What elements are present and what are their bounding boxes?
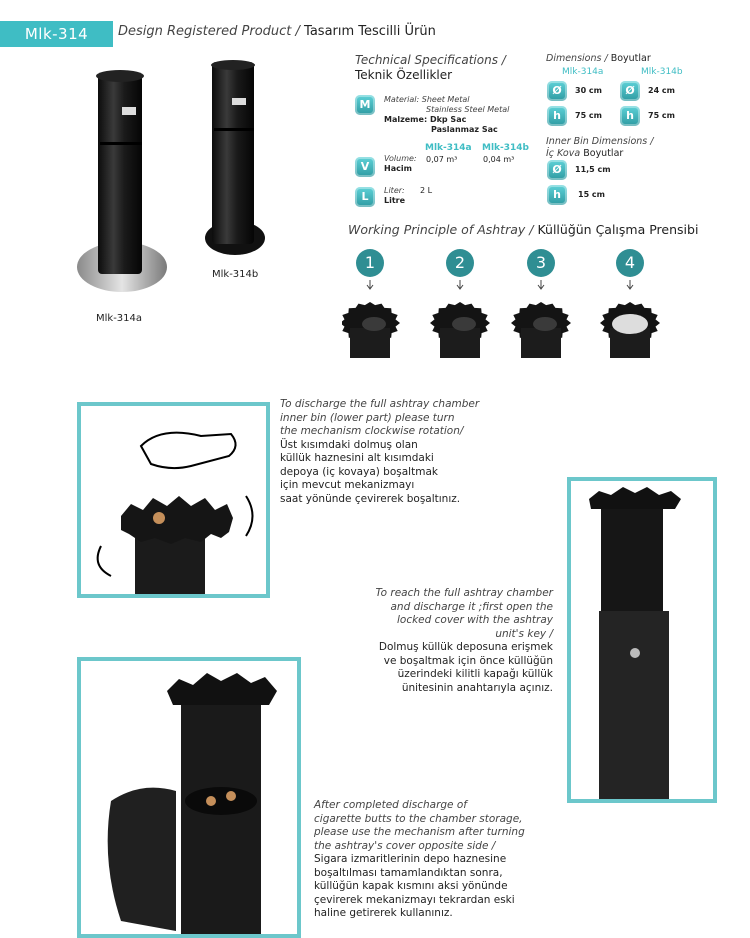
instruction-1-tr-line: saat yönünde çevirerek boşaltınız. xyxy=(280,492,461,505)
instruction-1-tr-line: küllük haznesini alt kısımdaki xyxy=(280,452,434,464)
product-code-tag: Mlk-314 xyxy=(0,21,113,47)
inner-bin-title-tr-it: İç Kova xyxy=(546,148,581,159)
working-title-en: Working Principle of Ashtray / xyxy=(348,222,534,237)
dimensions-col-a: Mlk-314a xyxy=(562,67,604,77)
mechanism-body xyxy=(521,328,561,358)
height-icon: h xyxy=(547,106,567,126)
step-badge: 1 xyxy=(356,249,384,277)
instruction-2 xyxy=(318,587,553,695)
instruction-3-en-line: After completed discharge of xyxy=(314,799,467,811)
material-block xyxy=(384,95,534,135)
mechanism-opening xyxy=(612,314,648,334)
instruction-image-rotate xyxy=(77,402,270,598)
instruction-3-en-line: cigarette butts to the chamber storage, xyxy=(314,812,523,825)
liter-icon: L xyxy=(355,187,375,207)
instruction-2-en-line: To reach the full ashtray chamber xyxy=(375,587,553,599)
dimensions-title xyxy=(546,53,651,64)
instruction-3-tr-line: çevirerek mekanizmayı tekrardan eski xyxy=(314,893,515,906)
instruction-3-tr-line: Sigara izmaritlerinin depo haznesine xyxy=(314,853,507,865)
step-arrow-icon xyxy=(627,280,633,289)
volume-en: Volume: xyxy=(384,154,417,163)
volume-b: 0,04 m³ xyxy=(483,155,515,164)
product-image-314a xyxy=(70,62,180,302)
instruction-1-en-line: the mechanism clockwise rotation/ xyxy=(280,425,464,437)
material-tr-label: Malzeme: xyxy=(384,115,428,124)
instruction-3-en-line: the ashtray's cover opposite side / xyxy=(314,839,496,852)
instruction-1-en-line: To discharge the full ashtray chamber xyxy=(280,398,480,410)
instruction-2-en-line: and discharge it ;first open the xyxy=(390,600,553,613)
mechanism-opening xyxy=(362,317,386,331)
product-label-314a: Mlk-314a xyxy=(96,313,143,324)
mechanism-opening xyxy=(452,317,476,331)
open-storage-illustration xyxy=(81,661,297,937)
tech-col-b: Mlk-314b xyxy=(482,143,529,153)
step-arrow-icon xyxy=(457,280,463,289)
liter-en: Liter: xyxy=(384,186,405,195)
step-badge: 2 xyxy=(446,249,474,277)
tech-spec-title-en: Technical Specifications / xyxy=(355,53,506,67)
header-title xyxy=(118,24,436,39)
instruction-1-tr-line: Üst kısımdaki dolmuş olan xyxy=(280,438,418,451)
material-en-label: Material: xyxy=(384,95,420,104)
instruction-2-tr-line: Dolmuş küllük deposuna erişmek xyxy=(378,641,553,653)
material-tr-2: Paslanmaz Sac xyxy=(431,125,498,134)
instruction-2-tr-line: ve boşaltmak için önce küllüğün xyxy=(383,654,553,667)
volume-icon: V xyxy=(355,157,375,177)
diameter-a: 30 cm xyxy=(575,86,602,95)
instruction-2-tr-line: ünitesinin anahtarıyla açınız. xyxy=(401,681,553,694)
instruction-1 xyxy=(280,398,540,506)
height-icon: h xyxy=(620,106,640,126)
header-title-en: Design Registered Product / xyxy=(118,24,300,39)
header-title-tr: Tasarım Tescilli Ürün xyxy=(304,24,436,39)
working-title-tr: Küllüğün Çalışma Prensibi xyxy=(537,222,699,237)
inner-diameter: 11,5 cm xyxy=(575,165,611,174)
instruction-3-tr-line: haline getirerek kullanınız. xyxy=(314,907,453,919)
instruction-image-open xyxy=(77,657,301,938)
tech-spec-title-tr: Teknik Özellikler xyxy=(355,68,453,82)
step-badge: 4 xyxy=(616,249,644,277)
instruction-image-cover xyxy=(567,477,717,803)
tech-spec-title xyxy=(355,53,506,83)
instruction-2-en-line: locked cover with the ashtray xyxy=(396,614,553,626)
step-arrow-icon xyxy=(538,280,544,289)
liter-value: 2 L xyxy=(420,186,433,195)
instruction-1-en-line: inner bin (lower part) please turn xyxy=(280,411,455,424)
instruction-3-tr-line: küllüğün kapak kısmını aksi yönünde xyxy=(314,880,508,892)
diameter-icon: Ø xyxy=(547,81,567,101)
step-badge: 3 xyxy=(527,249,555,277)
mechanism-body xyxy=(440,328,480,358)
product-label-314b: Mlk-314b xyxy=(212,269,259,280)
inner-diameter-icon: Ø xyxy=(547,160,567,180)
product-image-314b xyxy=(202,58,272,258)
tech-col-a: Mlk-314a xyxy=(425,143,472,153)
dimensions-col-b: Mlk-314b xyxy=(641,67,683,77)
inner-height: 15 cm xyxy=(578,190,605,199)
instruction-1-tr-line: depoya (iç kovaya) boşaltmak xyxy=(280,465,438,478)
material-icon: M xyxy=(355,95,375,115)
inner-bin-title-en: Inner Bin Dimensions / xyxy=(546,136,654,147)
mechanism-opening xyxy=(533,317,557,331)
cover-illustration xyxy=(571,481,713,799)
diameter-b: 24 cm xyxy=(648,86,675,95)
dimensions-title-en: Dimensions / xyxy=(546,53,608,64)
working-principle-title xyxy=(348,222,698,237)
liter-tr: Litre xyxy=(384,196,406,205)
instruction-3 xyxy=(314,799,564,921)
instruction-2-en-line: unit's key / xyxy=(495,627,553,640)
instruction-3-en-line: please use the mechanism after turning xyxy=(314,826,525,838)
instruction-1-tr-line: için mevcut mekanizmayı xyxy=(280,479,415,491)
liter-label xyxy=(384,186,405,206)
dimensions-title-tr: Boyutlar xyxy=(610,53,651,64)
material-en-2: Stainless Steel Metal xyxy=(426,105,510,114)
inner-bin-title-tr: Boyutlar xyxy=(583,148,624,159)
height-b: 75 cm xyxy=(648,111,675,120)
material-en-1: Sheet Metal xyxy=(421,95,470,104)
instruction-2-tr-line: üzerindeki kilitli kapağı küllük xyxy=(397,668,553,680)
material-tr-1: Dkp Sac xyxy=(429,115,467,124)
rotate-illustration xyxy=(81,406,266,594)
height-a: 75 cm xyxy=(575,111,602,120)
instruction-3-tr-line: boşaltılması tamamlandıktan sonra, xyxy=(314,866,503,879)
volume-a: 0,07 m³ xyxy=(426,155,458,164)
diameter-icon: Ø xyxy=(620,81,640,101)
volume-label xyxy=(384,154,417,174)
inner-bin-title xyxy=(546,136,653,160)
mechanism-body xyxy=(350,328,390,358)
inner-height-icon: h xyxy=(547,185,567,205)
step-arrow-icon xyxy=(367,280,373,289)
volume-tr: Hacim xyxy=(384,164,412,173)
